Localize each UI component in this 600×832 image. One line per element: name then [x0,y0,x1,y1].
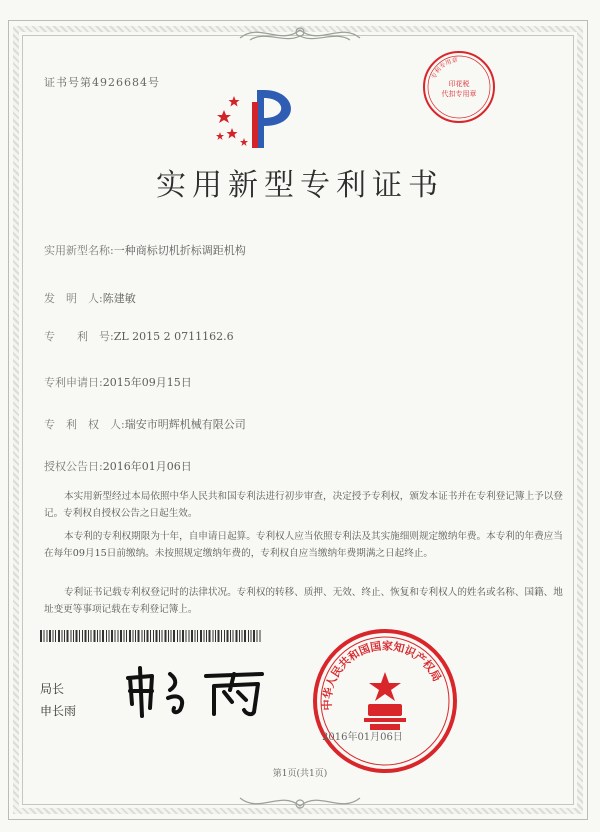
certificate-number: 证书号第4926684号 [44,76,160,89]
tax-seal-ring-text: 专利专用章 [430,56,459,81]
barcode-bar [142,630,143,642]
barcode-bar [221,630,222,642]
barcode-bar [218,630,220,642]
barcode-bar [244,630,246,642]
barcode-bar [236,630,238,642]
barcode-bar [49,630,51,642]
field-value: 2015年09月15日 [102,376,192,389]
bottom-ornament-icon [230,788,370,816]
field-patent-number [44,328,234,344]
sipo-logo-icon [212,82,312,152]
barcode-bar [40,630,42,642]
barcode-bar [79,630,80,642]
barcode-bar [55,630,56,642]
certificate-title: 实用新型专利证书 [156,168,444,203]
barcode-bar [67,630,69,642]
barcode-bar [197,630,198,642]
barcode-icon [40,630,262,642]
barcode-bar [144,630,145,642]
barcode-bar [82,630,83,642]
top-ornament-icon [230,20,370,48]
barcode-bar [251,630,252,642]
body-paragraph: 本专利的专利权期限为十年，自申请日起算。专利权人应当依照专利法及其实施细则规定缴纳年费。本专利的年费应当在每年09月15日前缴纳。未按照规定缴纳年费的，专利权自应当缴纳年费期满之日起终止。 [44,530,563,559]
field-grant-date [44,458,192,474]
barcode-bar [171,630,172,642]
field-label: 专 利 号: [44,330,114,343]
field-value: 陈建敏 [102,292,136,305]
barcode-bar [71,630,72,642]
field-value: 2016年01月06日 [102,460,192,473]
barcode-bar [260,630,261,642]
barcode-bar [206,630,207,642]
barcode-bar [100,630,101,642]
tax-seal-icon [420,48,498,126]
barcode-bar [58,630,60,642]
field-label: 专 利 权 人: [44,418,125,431]
body-paragraph: 本实用新型经过本局依照中华人民共和国专利法进行初步审查，决定授予专利权，颁发本证书并在专利登记簿上予以登记。专利权自授权公告之日起生效。 [44,490,563,519]
barcode-bar [85,630,87,642]
barcode-bar [189,630,190,642]
barcode-bar [165,630,167,642]
page-number: 第1页(共1页) [272,769,328,779]
barcode-bar [177,630,178,642]
field-label: 发 明 人: [44,292,103,305]
barcode-bar [126,630,127,642]
barcode-bar [195,630,196,642]
barcode-bar [53,630,54,642]
barcode-bar [106,630,107,642]
seal-date: 2016年01月06日 [322,732,403,743]
barcode-bar [186,630,187,642]
barcode-bar [227,630,229,642]
barcode-bar [200,630,202,642]
seal-ring-text: 中华人民共和国国家知识产权局 [320,639,444,711]
barcode-bar [129,630,131,642]
barcode-bar [124,630,125,642]
barcode-bar [94,630,96,642]
barcode-bar [182,630,184,642]
signature-title: 局长 [40,682,65,696]
field-value: 瑞安市明辉机械有限公司 [124,418,246,431]
barcode-bar [242,630,243,642]
field-application-date [44,374,192,390]
barcode-bar [168,630,169,642]
barcode-bar [213,630,214,642]
barcode-bar [159,630,160,642]
barcode-bar [156,630,158,642]
barcode-bar [162,630,163,642]
barcode-bar [248,630,249,642]
barcode-bar [233,630,234,642]
barcode-bar [138,630,140,642]
field-label: 授权公告日: [44,460,103,473]
barcode-bar [224,630,225,642]
barcode-bar [173,630,175,642]
field-label: 实用新型名称: [44,244,114,257]
tax-seal-line2: 代扣专用章 [441,90,477,98]
barcode-bar [73,630,74,642]
barcode-bar [147,630,149,642]
barcode-bar [150,630,151,642]
tax-seal-line1: 印花税 [448,80,470,88]
barcode-bar [253,630,255,642]
field-value: ZL 2015 2 0711162.6 [113,330,234,343]
barcode-bar [44,630,45,642]
barcode-bar [133,630,134,642]
barcode-bar [209,630,211,642]
barcode-bar [64,630,65,642]
field-inventor [44,290,136,306]
barcode-bar [204,630,205,642]
signature-name: 申长雨 [40,704,77,718]
field-value: 一种商标切机折标调距机构 [113,244,246,257]
barcode-bar [215,630,216,642]
barcode-bar [257,630,258,642]
barcode-bar [230,630,231,642]
barcode-bar [109,630,110,642]
national-ip-office-seal-icon [310,626,460,776]
body-paragraph: 专利证书记载专利权登记时的法律状况。专利权的转移、质押、无效、终止、恢复和专利权人的姓名或名称、国籍、地址变更等事项记载在专利登记簿上。 [44,586,563,615]
barcode-bar [120,630,122,642]
barcode-bar [191,630,193,642]
barcode-bar [102,630,104,642]
barcode-bar [239,630,240,642]
barcode-bar [111,630,113,642]
barcode-bar [115,630,116,642]
field-label: 专利申请日: [44,376,103,389]
barcode-bar [62,630,63,642]
barcode-bar [135,630,136,642]
field-patentee [44,416,246,432]
barcode-bar [180,630,181,642]
barcode-bar [47,630,48,642]
barcode-bar [91,630,92,642]
barcode-bar [118,630,119,642]
barcode-bar [88,630,89,642]
barcode-bar [76,630,78,642]
barcode-bar [97,630,98,642]
handwritten-signature-icon [122,664,272,719]
barcode-bar [153,630,154,642]
field-utility-model-name [44,242,246,258]
